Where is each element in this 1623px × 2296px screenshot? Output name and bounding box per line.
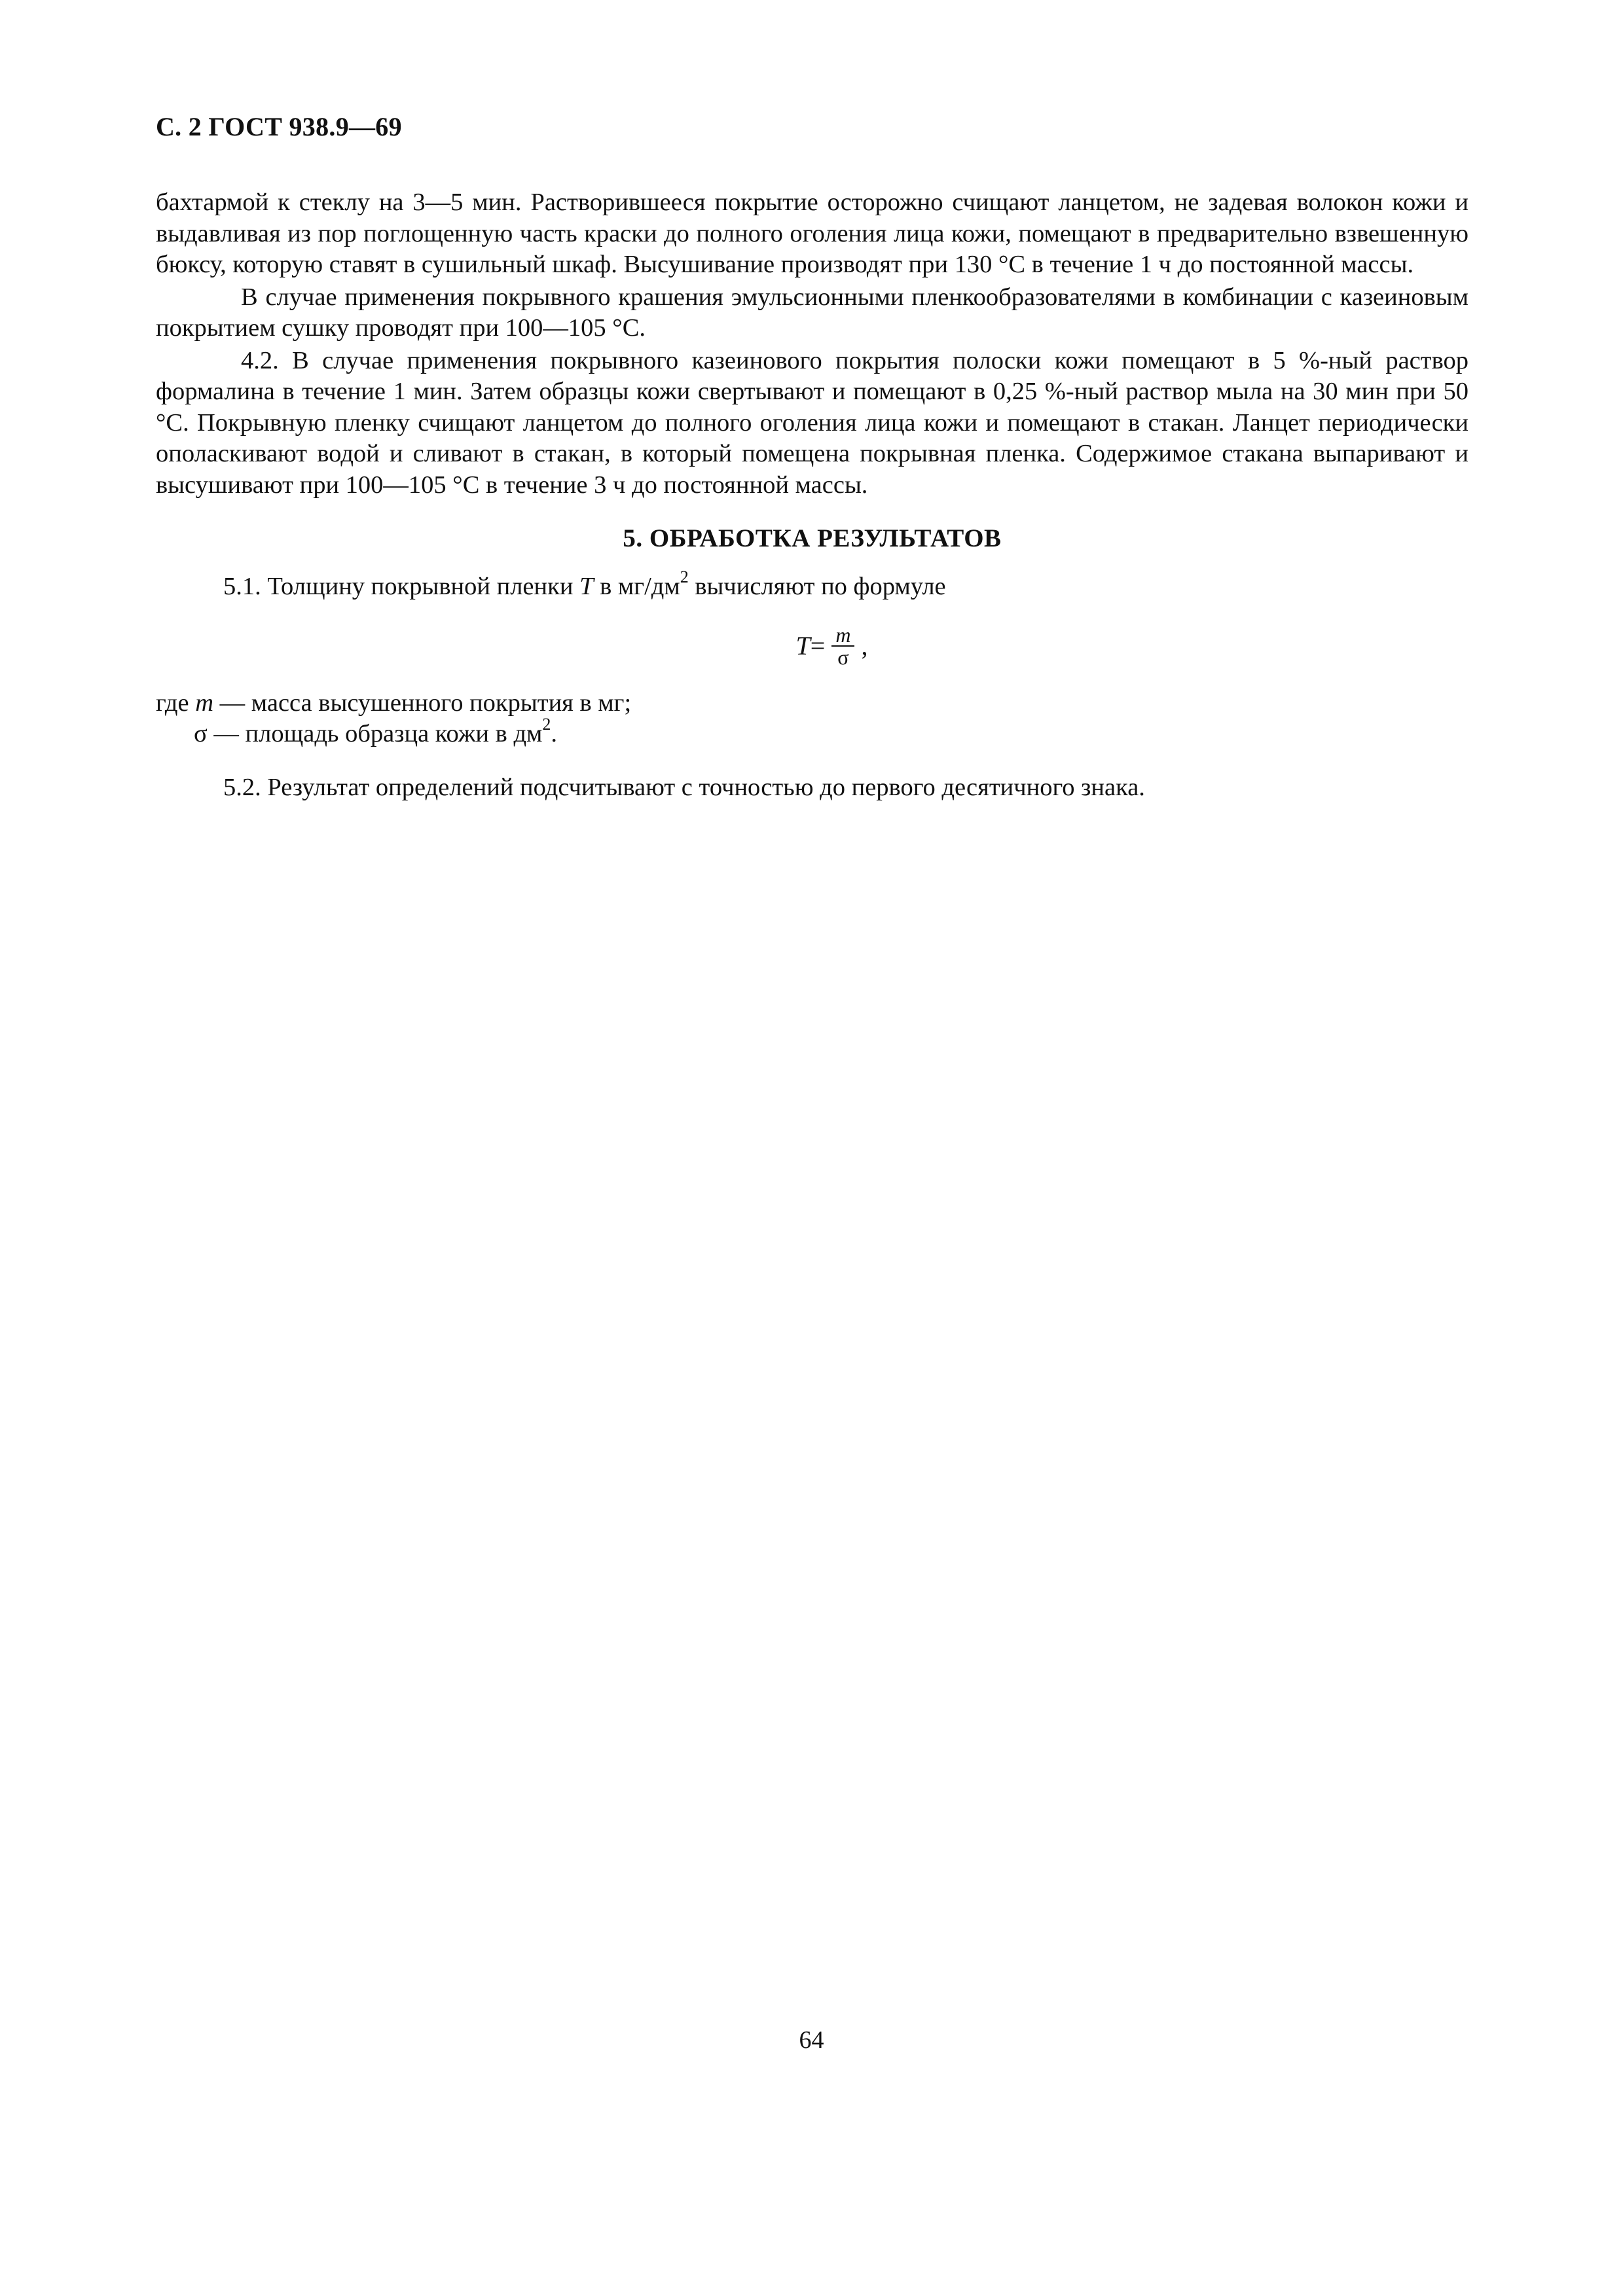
formula-equals: = — [810, 630, 826, 660]
formula-numerator: m — [831, 625, 854, 647]
formula-denominator: σ — [837, 645, 849, 669]
paragraph-5-1-end: вычисляют по формуле — [688, 573, 946, 600]
paragraph-5-1-superscript: 2 — [680, 567, 689, 587]
legend-desc-m: — масса высушенного покрытия в мг; — [213, 689, 632, 717]
legend-desc-sigma: — площадь образца кожи в дм — [207, 720, 543, 747]
paragraph-4-2: 4.2. В случае применения покрывного казеинового покрытия полоски кожи помещают в 5 %-ный раствор формалина в течение 1 мин. Затем образцы кожи свертывают и помещают в 0,25 %-ный раствор мыла на 30 мин при 50 °С. Покрывную пленку счищают ланцетом до полного оголения лица кожи и помещают в стакан. Ланцет периодически ополаскивают водой и сливают в стакан, в который помещена покрывная пленка. Содержимое стакана выпаривают и высушивают при 100—105 °С в течение 3 ч до постоянной массы. — [156, 346, 1468, 499]
legend-var-sigma: σ — [194, 720, 208, 747]
section-heading: 5. ОБРАБОТКА РЕЗУЛЬТАТОВ — [623, 524, 1002, 552]
formula-legend — [156, 688, 1468, 750]
page-number: 64 — [799, 2026, 824, 2054]
paragraph-5-1-variable: T — [579, 573, 594, 600]
legend-sigma-end: . — [551, 720, 558, 747]
legend-sigma-superscript: 2 — [542, 715, 551, 734]
paragraph-continued: бахтармой к стеклу на 3—5 мин. Растворившееся покрытие осторожно счищают ланцетом, не задевая волокон кожи и выдавливая из пор поглощенную часть краски до полного оголения лица кожи, помещают в предварительно взвешенную бюксу, которую ставят в сушильный шкаф. Высушивание производят при 130 °С в течение 1 ч до постоянной массы. — [156, 188, 1468, 278]
paragraph-5-1-mid: в мг/дм — [593, 573, 680, 600]
legend-line-m — [156, 688, 1468, 719]
formula-comma: , — [861, 630, 868, 660]
paragraph-5-2: 5.2. Результат определений подсчитывают с точностью до первого десятичного знака. — [223, 773, 1145, 801]
formula-expression — [795, 622, 868, 669]
formula-fraction — [831, 622, 854, 669]
legend-line-sigma — [156, 715, 1468, 750]
legend-var-m: m — [195, 689, 213, 717]
paragraph-5-1 — [156, 567, 1468, 603]
formula — [156, 622, 1468, 669]
document-page — [156, 111, 1468, 803]
running-head: С. 2 ГОСТ 938.9—69 — [156, 112, 402, 141]
paragraph-5-1-start: 5.1. Толщину покрывной пленки — [223, 573, 580, 600]
paragraph-emulsion: В случае применения покрывного крашения эмульсионными пленкообразователями в комбинации с казеиновым покрытием сушку проводят при 100—105 °С. — [156, 283, 1468, 342]
legend-prefix: где — [156, 689, 196, 717]
formula-lhs: T — [795, 630, 811, 660]
